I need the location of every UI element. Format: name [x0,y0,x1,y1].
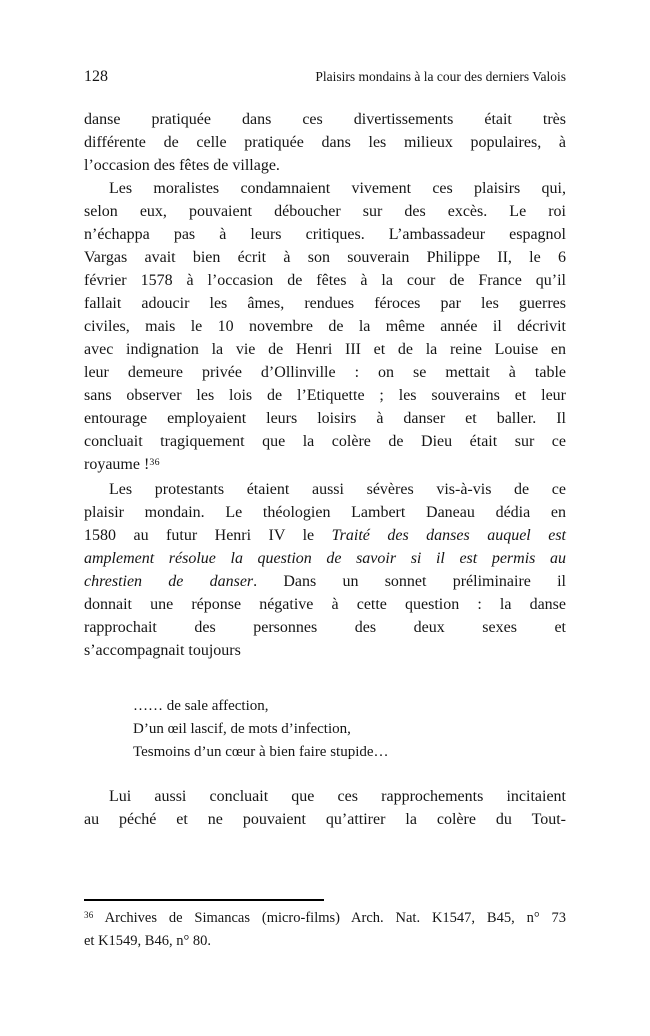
paragraph [84,177,566,478]
text-line: Vargas avait bien écrit à son souverain Philippe II, le 6 [84,249,566,266]
text-line: rapprochait des personnes des deux sexes et [84,619,566,636]
text-line: Les moralistes condamnaient vivement ces plaisirs qui, [109,180,566,197]
text-line: sans observer les lois de l’Etiquette ; les souverains et leur [84,387,566,404]
paragraph [84,785,566,831]
text-line: Tesmoins d’un cœur à bien faire stupide… [133,744,389,760]
text-line: D’un œil lascif, de mots d’infection, [133,721,351,737]
text-line: s’accompagnait toujours [84,642,241,659]
footnote-marker: 36 [149,456,160,468]
page-header [84,69,566,85]
text-line: 1580 au futur Henri IV le Traité des danses auquel est [84,527,567,544]
verse-block [84,695,566,764]
footnote-area [84,899,566,952]
text-line: Lui aussi concluait que ces rapprochements incitaient [109,788,566,805]
text-line: l’occasion des fêtes de village. [84,157,280,174]
footnote-marker: 36 [84,909,94,920]
text-line: donnait une réponse négative à cette question : la danse [84,596,566,613]
text-line: selon eux, pouvaient déboucher sur des excès. Le roi [84,203,566,220]
paragraph [84,478,566,662]
text-line: danse pratiquée dans ces divertissements était très [84,111,566,128]
paragraph [84,108,566,177]
text-line: plaisir mondain. Le théologien Lambert Daneau dédia en [84,504,566,521]
text-line: et K1549, B46, n° 80. [84,933,212,949]
italic-text: Traité des danses auquel est [331,527,567,544]
text-line: civiles, mais le 10 novembre de la même année il décrivit [84,318,566,335]
text-line: différente de celle pratiquée dans les milieux populaires, à [84,134,566,151]
text-line: concluait tragiquement que la colère de Dieu était sur ce [84,433,566,450]
text-line: leur demeure privée d’Ollinville : on se mettait à table [84,364,566,381]
text-line: au péché et ne pouvaient qu’attirer la colère du Tout- [84,811,566,828]
body-text [84,108,566,831]
text-line: février 1578 à l’occasion de fêtes à la cour de France qu’il [84,272,566,289]
italic-text: amplement résolue la question de savoir si il est permis au [84,550,566,567]
text-line: entourage employaient leurs loisirs à danser et baller. Il [84,410,566,427]
text-line: n’échappa pas à leurs critiques. L’ambassadeur espagnol [84,226,566,243]
text-line: $^{36}$ Archives de Simancas (micro-films) Arch. Nat. K1547, B45, n° 73 [84,909,566,926]
text-line: royaume !$^{36}$ [84,456,160,473]
footnote-separator [84,899,324,901]
text-line: fallait adoucir les âmes, rendues féroces par les guerres [84,295,566,312]
text-line: chrestien de danser. Dans un sonnet préliminaire il [84,573,566,590]
running-title: Plaisirs mondains à la cour des derniers Valois [315,69,566,84]
text-line: …… de sale affection, [133,698,269,714]
text-line [84,547,566,570]
page-number: 128 [84,68,108,85]
footnote-text [84,907,566,952]
italic-text: chrestien de danser [84,573,254,590]
text-line: avec indignation la vie de Henri III et de la reine Louise en [84,341,566,358]
text-line: Les protestants étaient aussi sévères vis-à-vis de ce [109,481,566,498]
